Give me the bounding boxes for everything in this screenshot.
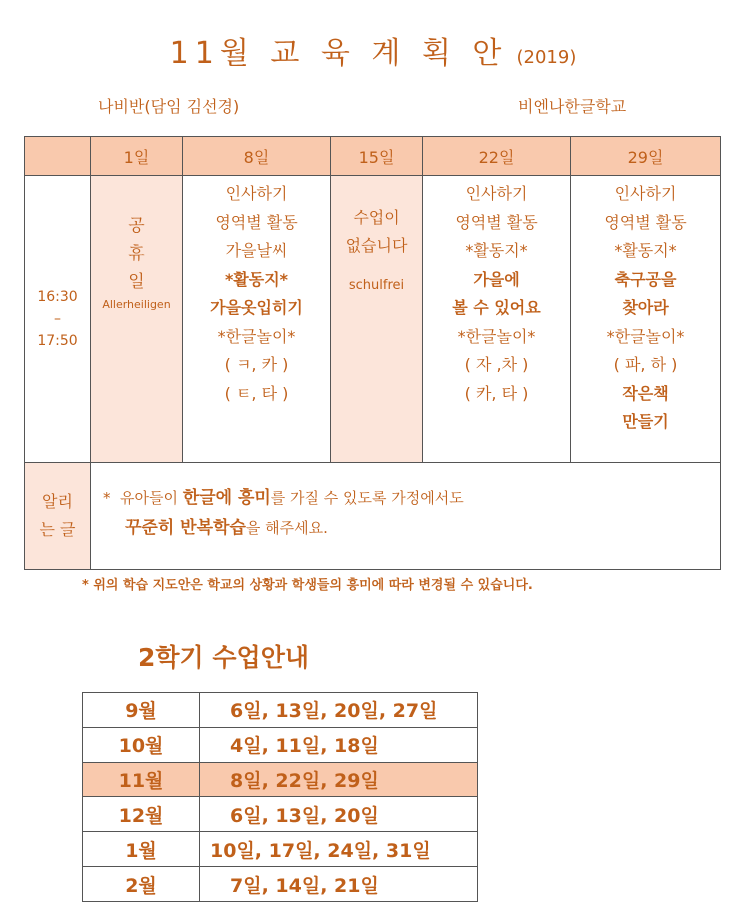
date-header: 1일: [91, 137, 183, 176]
date-header: 22일: [423, 137, 571, 176]
activity-line: 영역별 활동: [455, 212, 538, 232]
schedule-days: 6일, 13일, 20일: [200, 797, 478, 832]
activity-line: ( ㅌ, 타 ): [224, 383, 289, 403]
activity-line: *한글놀이*: [217, 326, 296, 346]
activity-line: ( 카, 타 ): [464, 383, 529, 403]
noclass-line: 수업이: [353, 208, 400, 228]
activity-line: 가을옷입히기: [210, 298, 303, 318]
title-main: 11월 교 육 계 획 안: [169, 36, 508, 71]
notice-line-2: [103, 513, 720, 543]
notice-text-part: * 유아들이: [103, 489, 183, 508]
notice-label-line: 알리: [42, 492, 73, 512]
time-end: 17:50: [37, 333, 78, 350]
date-header: 15일: [331, 137, 423, 176]
activity-line: *활동지*: [224, 269, 289, 289]
title-year: (2019): [516, 47, 577, 68]
nov22-activities: [423, 176, 570, 408]
nov15-cell: [331, 176, 423, 463]
notice-text-part: 을 해주세요.: [245, 519, 328, 538]
nov29-cell: [571, 176, 721, 463]
nov8-activities: [183, 176, 330, 408]
notice-label: [25, 463, 91, 570]
activity-line: *한글놀이*: [606, 326, 685, 346]
activity-line: 영역별 활동: [215, 212, 298, 232]
activity-line: 축구공을: [614, 269, 677, 289]
activity-line: 찾아라: [622, 298, 669, 318]
schedule-table: [82, 692, 478, 902]
date-header: 29일: [571, 137, 721, 176]
class-time: [25, 176, 91, 463]
schedule-days: 6일, 13일, 20일, 27일: [200, 693, 478, 728]
notice-text-part: 를 가질 수 있도록 가정에서도: [270, 489, 464, 508]
activity-line: 볼 수 있어요: [452, 298, 541, 318]
activity-line: ( 자 ,차 ): [464, 355, 529, 375]
schedule-month: 9월: [83, 693, 200, 728]
activity-line: 작은책: [622, 383, 669, 403]
holiday-name: Allerheiligen: [102, 298, 171, 312]
activity-line: 인사하기: [225, 184, 288, 204]
schedule-row: [83, 867, 478, 902]
activity-line: ( 파, 하 ): [613, 355, 678, 375]
notice-emphasis: 꾸준히 반복학습: [125, 518, 246, 539]
activity-line: 가을에: [473, 269, 520, 289]
schedule-month: 2월: [83, 867, 200, 902]
schedule-row: [83, 693, 478, 728]
schedule-row: [83, 832, 478, 867]
header-empty: [25, 137, 91, 176]
schedule-days: 10일, 17일, 24일, 31일: [200, 832, 478, 867]
noclass-line: 없습니다: [345, 236, 408, 256]
activity-line: 만들기: [622, 412, 669, 432]
schedule-row: [83, 797, 478, 832]
activity-line: 인사하기: [614, 184, 677, 204]
schedule-title: 2학기 수업안내: [138, 643, 309, 672]
activity-line: 가을날씨: [225, 241, 288, 261]
schedule-days: 7일, 14일, 21일: [200, 867, 478, 902]
notice-label-line: 는 글: [39, 520, 76, 540]
footnote: * 위의 학습 지도안은 학교의 상황과 학생들의 흥미에 따라 변경될 수 있습니다.: [82, 578, 533, 593]
activity-line: ( ㅋ, 카 ): [224, 355, 289, 375]
activity-line: 인사하기: [465, 184, 528, 204]
nov1-cell: [91, 176, 183, 463]
schedule-month: 11월: [83, 762, 200, 797]
activity-line: *한글놀이*: [457, 326, 536, 346]
schedule-row: [83, 727, 478, 762]
nov8-cell: [183, 176, 331, 463]
holiday-char: 일: [128, 272, 145, 293]
time-dash: –: [54, 311, 61, 328]
holiday-char: 휴: [128, 244, 145, 265]
notice-line-1: [103, 483, 720, 513]
class-name: 나비반(담임 김선경): [98, 97, 240, 116]
page-title: [0, 28, 746, 72]
notice-row: [25, 463, 721, 570]
schedule-row: [83, 762, 478, 797]
notice-emphasis: 한글에 흥미: [182, 488, 271, 509]
holiday-char: 공: [128, 216, 145, 237]
activity-line: 영역별 활동: [604, 212, 687, 232]
schedule-month: 1월: [83, 832, 200, 867]
activity-line: *활동지*: [465, 241, 528, 261]
date-header-row: [25, 137, 721, 176]
schedule-days: 4일, 11일, 18일: [200, 727, 478, 762]
time-start: 16:30: [37, 289, 78, 306]
activity-line: *활동지*: [614, 241, 677, 261]
activity-row: [25, 176, 721, 463]
schedule-month: 12월: [83, 797, 200, 832]
nov29-activities: [571, 176, 720, 437]
date-header: 8일: [183, 137, 331, 176]
schedule-days: 8일, 22일, 29일: [200, 762, 478, 797]
nov22-cell: [423, 176, 571, 463]
schedule-month: 10월: [83, 727, 200, 762]
noclass-sub: schulfrei: [348, 278, 405, 294]
lesson-plan-table: [24, 136, 721, 570]
school-name: 비엔나한글학교: [518, 97, 627, 116]
notice-text: [91, 463, 721, 570]
